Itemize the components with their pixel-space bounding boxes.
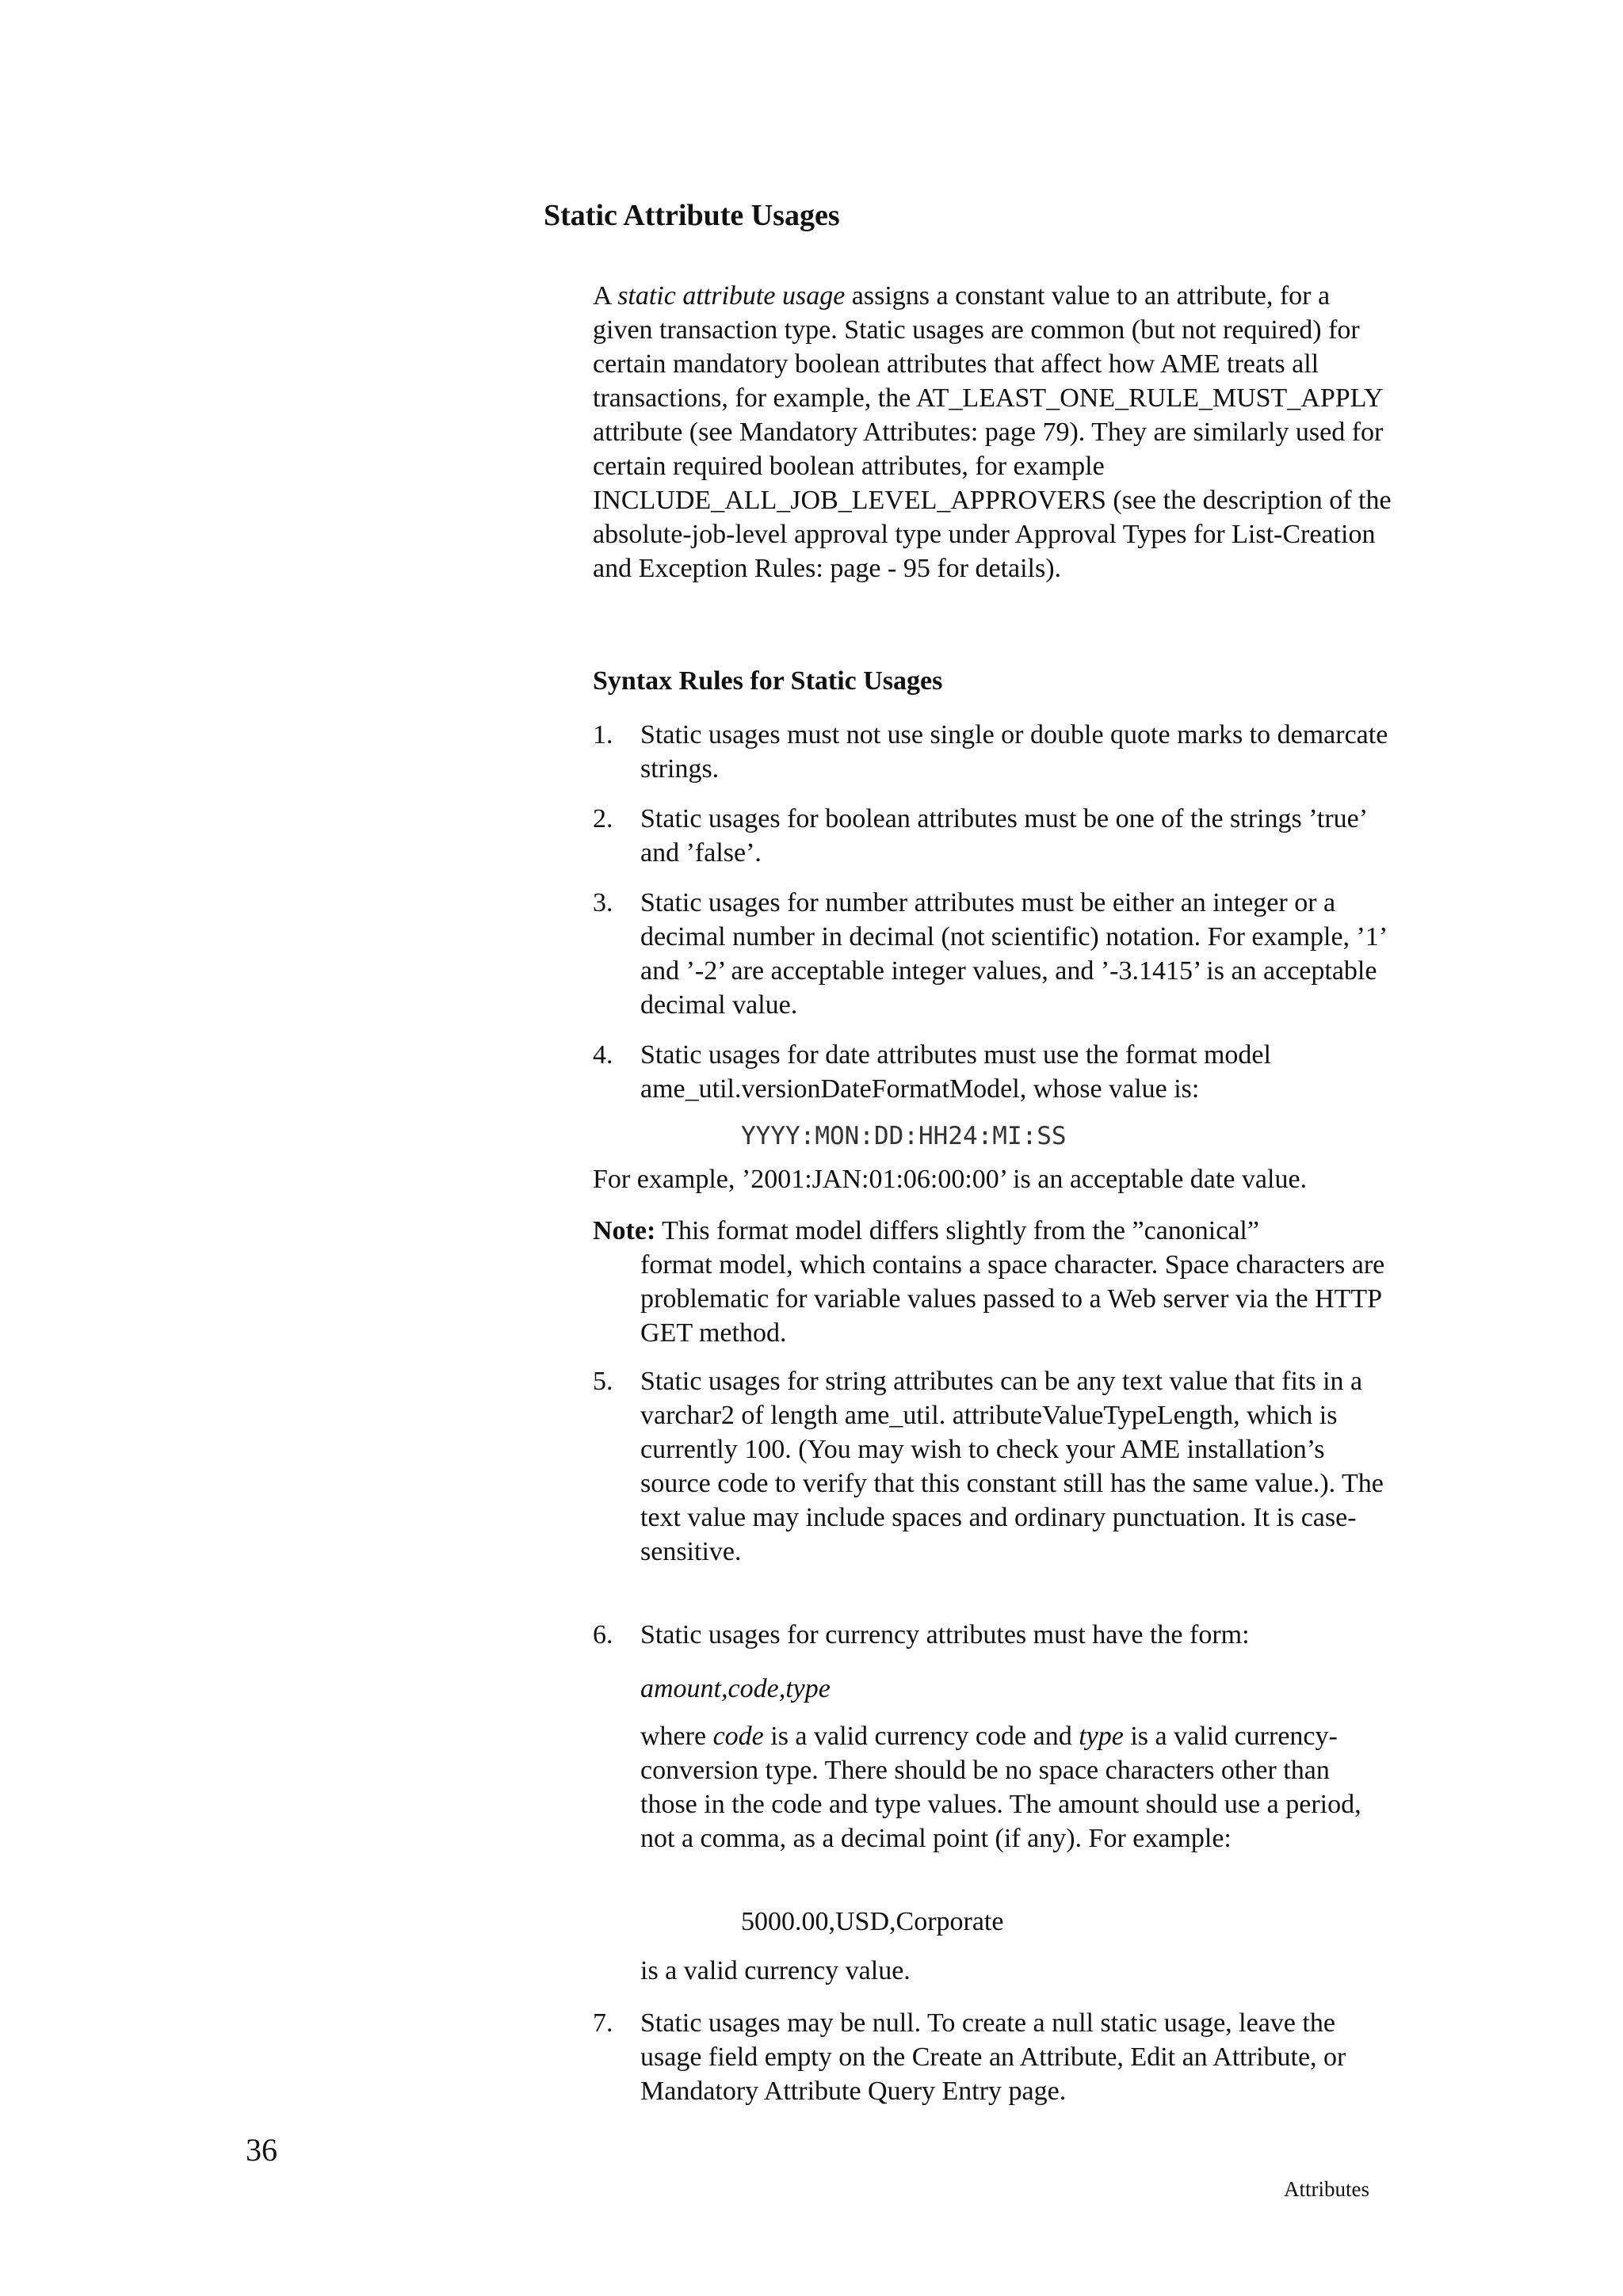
rule-number: 5. — [593, 1367, 613, 1396]
currency-form-type: type — [785, 1674, 831, 1703]
currency-form-amount: amount — [640, 1674, 721, 1703]
currency-form-sep: , — [721, 1674, 728, 1703]
currency-desc-mid: is a valid currency code and — [763, 1722, 1079, 1751]
date-example: For example, ’2001:JAN:01:06:00:00’ is an acceptable date value. — [593, 1165, 1308, 1194]
currency-form-code: code — [727, 1674, 779, 1703]
rule-item — [593, 1364, 1393, 1569]
currency-description — [640, 1719, 1393, 1855]
note-block — [593, 1214, 1393, 1350]
currency-desc-where: where — [640, 1722, 713, 1751]
date-format-model: YYYY:MON:DD:HH24:MI:SS — [741, 1122, 1067, 1150]
syntax-heading: Syntax Rules for Static Usages — [593, 666, 943, 696]
note-rest: format model, which contains a space character. Space characters are problematic for variable values passed to a Web server via the HTTP GET method. — [640, 1250, 1385, 1348]
note-first-line: This format model differs slightly from the ”canonical” — [655, 1216, 1259, 1245]
note-label: Note: — [593, 1216, 656, 1245]
intro-term: static attribute usage — [617, 281, 846, 311]
currency-desc-rest: is a valid currency-conversion type. There should be no space characters other than those in the code and type values. The amount should use a period, not a comma, as a decimal point (if any). For example: — [640, 1722, 1361, 1853]
rule-item — [593, 2006, 1393, 2108]
rule-text: Static usages for currency attributes must have the form: — [640, 1620, 1250, 1650]
rule-text: Static usages for boolean attributes must be one of the strings ’true’ and ’false’. — [640, 804, 1366, 868]
rule-number: 3. — [593, 888, 613, 917]
currency-valid-text: is a valid currency value. — [640, 1956, 911, 1985]
intro-rest: assigns a constant value to an attribute, for a given transaction type. Static usages are common (but not required) for certain mandatory boolean attributes that affect how AME treats all transactions, for example, the AT_LEAST_ONE_RULE_MUST_APPLY attribute (see Mandatory Attributes: page 79). They are similarly used for certain required boolean attributes, for example INCLUDE_ALL_JOB_LEVEL_APPROVERS (see the description of the absolute-job-level approval type under Approval Types for List-Creation and Exception Rules: page - 95 for details). — [593, 281, 1392, 583]
rule-item — [593, 886, 1393, 1022]
rule-text: Static usages for date attributes must use the format model ame_util.versionDateFormatModel, whose value is: — [640, 1040, 1271, 1104]
section-title: Static Attribute Usages — [544, 199, 840, 232]
rule-number: 7. — [593, 2008, 613, 2038]
currency-form-sep: , — [778, 1674, 786, 1703]
currency-desc-type: type — [1079, 1722, 1124, 1751]
rule-item — [593, 1618, 1393, 1652]
rule-number: 2. — [593, 804, 613, 833]
rule-number: 4. — [593, 1040, 613, 1070]
rule-text: Static usages for number attributes must be either an integer or a decimal number in decimal (not scientific) notation. For example, ’1’ and ’-2’ are acceptable integer values, and ’-3.1415’ is an acceptable decimal value. — [640, 888, 1386, 1020]
rule-text: Static usages for string attributes can be any text value that fits in a varchar2 of length ame_util. attributeValueTypeLength, which is currently 100. (You may wish to check your AME installation’s source code to verify that this constant still has the same value.). The text value may include spaces and ordinary punctuation. It is case-sensitive. — [640, 1367, 1384, 1566]
rule-text: Static usages may be null. To create a null static usage, leave the usage field empty on the Create an Attribute, Edit an Attribute, or Mandatory Attribute Query Entry page. — [640, 2008, 1346, 2106]
page-number: 36 — [246, 2132, 277, 2168]
footer-title: Attributes — [1284, 2177, 1369, 2201]
intro-paragraph — [593, 279, 1393, 585]
currency-form — [640, 1672, 831, 1706]
rule-text: Static usages must not use single or double quote marks to demarcate strings. — [640, 720, 1388, 784]
rule-item — [593, 718, 1393, 786]
currency-desc-code: code — [712, 1722, 764, 1751]
rule-number: 1. — [593, 720, 613, 749]
rule-item — [593, 1038, 1393, 1106]
currency-example: 5000.00,USD,Corporate — [741, 1907, 1004, 1936]
rule-number: 6. — [593, 1620, 613, 1650]
rule-item — [593, 802, 1393, 870]
intro-prefix: A — [593, 281, 618, 311]
